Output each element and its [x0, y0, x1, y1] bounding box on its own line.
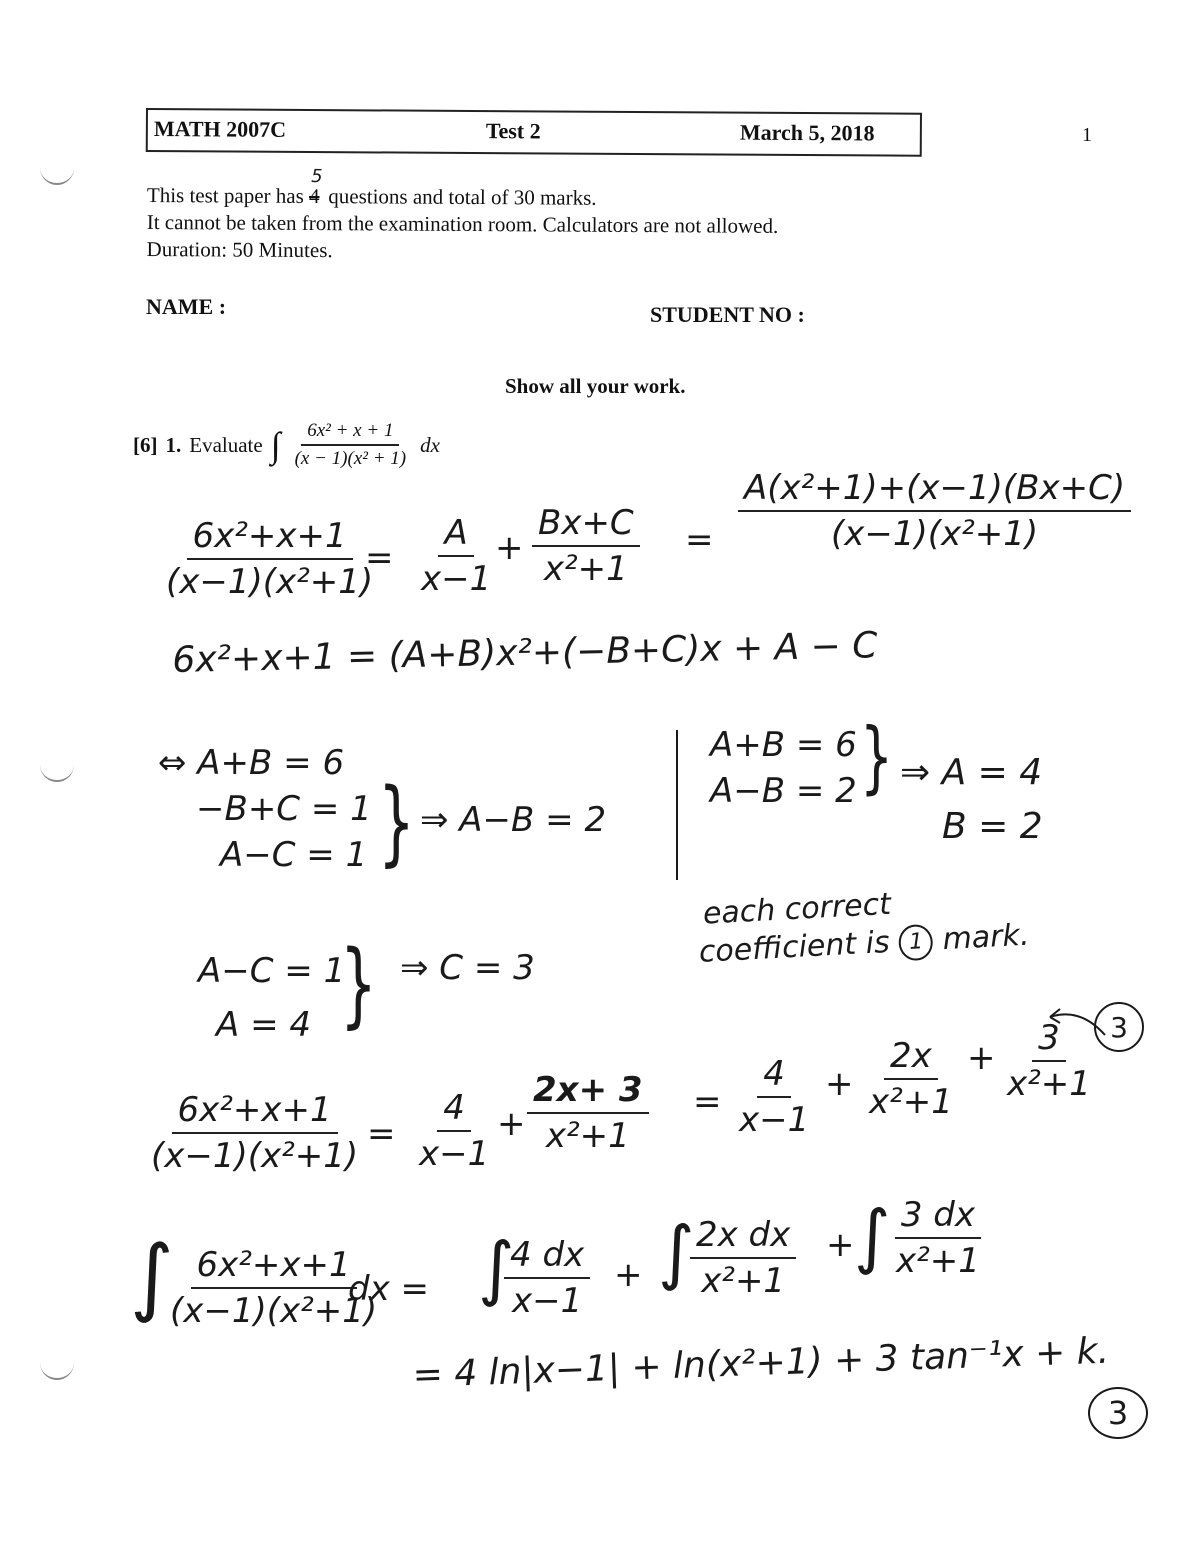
l1-a-num: A — [438, 513, 473, 557]
header-box — [146, 108, 922, 157]
l6-plus-2: + — [826, 1225, 855, 1265]
system-right-eq-1: A+B = 6 — [710, 725, 857, 765]
question-number: 1. — [165, 432, 182, 457]
l1-c-fraction — [738, 468, 1131, 554]
score-b-value: 3 — [1107, 1394, 1129, 1432]
system-left — [158, 740, 372, 878]
l5-c-num: 4 — [757, 1054, 791, 1098]
l5-plus-2: + — [825, 1064, 854, 1104]
punch-hole-middle — [40, 762, 74, 782]
c-system-eq-2: A = 4 — [216, 1005, 311, 1045]
l6-a-num: 4 dx — [504, 1235, 590, 1279]
grader-note-unit: mark. — [941, 917, 1031, 958]
l5-c-fraction — [733, 1054, 815, 1140]
system-left-result: ⇒ A−B = 2 — [420, 800, 607, 840]
l6-lhs-den: (x−1)(x²+1) — [170, 1291, 378, 1331]
student-no-label: STUDENT NO : — [650, 302, 805, 327]
l5-e-den: x²+1 — [1007, 1064, 1091, 1104]
question-numerator: 6x² + x + 1 — [301, 420, 399, 446]
l5-e-num: 3 — [1032, 1018, 1066, 1062]
l5-d-num: 2x — [884, 1036, 938, 1080]
l5-lhs-num: 6x²+x+1 — [172, 1090, 338, 1134]
l6-a-den: x−1 — [511, 1281, 583, 1321]
work-line-1 — [160, 468, 1126, 608]
brace-c: } — [340, 929, 377, 1039]
brace-right: } — [860, 713, 894, 803]
c-system — [198, 944, 345, 1052]
question-marks: [6] — [133, 432, 158, 457]
l1-a-fraction — [415, 513, 497, 599]
l1-b-fraction — [532, 503, 640, 589]
l1-plus: + — [495, 528, 524, 568]
c-system-eq-1: A−C = 1 — [198, 951, 346, 991]
l1-eq-1: = — [365, 538, 394, 578]
question-count — [308, 166, 323, 210]
l5-eq-1: = — [367, 1114, 396, 1154]
l1-lhs-fraction — [160, 516, 379, 602]
score-a-value: 3 — [1110, 1010, 1128, 1044]
c-result: ⇒ C = 3 — [400, 948, 535, 988]
system-right-result-a: ⇒ A = 4 — [900, 752, 1043, 793]
info-line-2: It cannot be taken from the examination room. Calculators are not allowed. — [146, 209, 779, 238]
work-line-7: = 4 ln|x−1| + ln(x²+1) + 3 tan⁻¹x + k. — [412, 1330, 1110, 1396]
page-number: 1 — [1082, 124, 1092, 146]
l6-integral-b: ∫ — [658, 1211, 695, 1293]
system-right-result-b: B = 2 — [942, 806, 1043, 847]
system-left-eq-3: A−C = 1 — [220, 835, 368, 875]
info-line-1 — [146, 166, 779, 213]
l5-b-fraction — [527, 1070, 649, 1156]
l5-eq-2: = — [693, 1082, 722, 1122]
l5-d-den: x²+1 — [869, 1082, 953, 1122]
l5-plus-3: + — [967, 1038, 996, 1078]
test-date: March 5, 2018 — [739, 119, 875, 146]
l6-integral-c: ∫ — [854, 1195, 891, 1277]
l6-c-num: 3 dx — [895, 1195, 981, 1239]
l1-c-num: A(x²+1)+(x−1)(Bx+C) — [738, 468, 1131, 512]
question-fraction — [289, 420, 413, 470]
system-left-eq-2: −B+C = 1 — [196, 789, 372, 829]
question-1 — [133, 420, 440, 470]
system-right — [710, 722, 857, 814]
l6-integral-a: ∫ — [478, 1227, 515, 1309]
system-left-eq-1: ⇔ A+B = 6 — [158, 743, 345, 783]
info-line-3: Duration: 50 Minutes. — [146, 236, 333, 263]
l6-dx: dx = — [348, 1269, 429, 1309]
l5-e-fraction — [1001, 1018, 1097, 1104]
info-line-1-pre: This test paper has — [146, 182, 304, 208]
l5-d-fraction — [863, 1036, 959, 1122]
test-info — [146, 166, 779, 267]
punch-hole-bottom — [40, 1360, 74, 1380]
l6-b-fraction — [690, 1215, 796, 1301]
l6-b-num: 2x dx — [690, 1215, 796, 1259]
integral-sign: ∫ — [270, 425, 281, 465]
l5-a-num: 4 — [437, 1088, 471, 1132]
info-line-1-post: questions and total of 30 marks. — [328, 184, 597, 210]
l5-b-den: x²+1 — [545, 1116, 630, 1156]
grader-note-text: coefficient is — [698, 924, 891, 970]
l1-lhs-den: (x−1)(x²+1) — [166, 562, 374, 602]
l5-c-den: x−1 — [739, 1100, 810, 1140]
name-label: NAME : — [146, 294, 227, 319]
work-line-2: 6x²+x+1 = (A+B)x²+(−B+C)x + A − C — [172, 625, 878, 681]
grader-note — [696, 879, 1030, 972]
grader-note-mark-value: 1 — [908, 928, 924, 955]
l5-lhs-den: (x−1)(x²+1) — [151, 1136, 359, 1176]
l6-a-fraction — [504, 1235, 590, 1321]
l6-lhs-num: 6x²+x+1 — [191, 1245, 357, 1289]
l1-b-num: Bx+C — [532, 503, 640, 547]
struck-count: 4 — [308, 183, 320, 209]
instruction: Show all your work. — [505, 374, 686, 398]
l1-a-den: x−1 — [421, 559, 492, 599]
question-dx: dx — [420, 432, 440, 457]
brace-left: } — [378, 767, 415, 877]
l6-b-den: x²+1 — [701, 1261, 786, 1301]
l1-eq-2: = — [685, 520, 714, 560]
l6-c-fraction — [890, 1195, 986, 1281]
course-code: MATH 2007C — [153, 116, 287, 142]
l5-b-num: 2x+ 3 — [527, 1070, 649, 1114]
l5-plus-1: + — [497, 1104, 526, 1144]
l5-lhs-fraction — [145, 1090, 364, 1176]
l5-a-den: x−1 — [419, 1134, 490, 1174]
l6-plus-1: + — [614, 1255, 643, 1295]
test-title: Test 2 — [485, 118, 541, 144]
system-right-eq-2: A−B = 2 — [710, 771, 857, 811]
grader-note-mark — [898, 923, 934, 961]
question-verb: Evaluate — [189, 432, 263, 457]
l1-c-den: (x−1)(x²+1) — [830, 514, 1039, 554]
system-divider — [676, 730, 678, 880]
question-denominator: (x − 1)(x² + 1) — [294, 448, 407, 469]
l1-b-den: x²+1 — [543, 549, 628, 589]
l1-lhs-num: 6x²+x+1 — [187, 516, 353, 560]
punch-hole-top — [40, 165, 74, 185]
l6-c-den: x²+1 — [896, 1241, 980, 1281]
l6-integral-sign: ∫ — [130, 1227, 174, 1325]
grader-note-line-1: each correct — [702, 886, 892, 932]
score-circle-a — [1094, 1002, 1144, 1052]
corrected-count: 5 — [311, 166, 323, 188]
score-circle-b — [1088, 1387, 1148, 1439]
l5-a-fraction — [413, 1088, 495, 1174]
